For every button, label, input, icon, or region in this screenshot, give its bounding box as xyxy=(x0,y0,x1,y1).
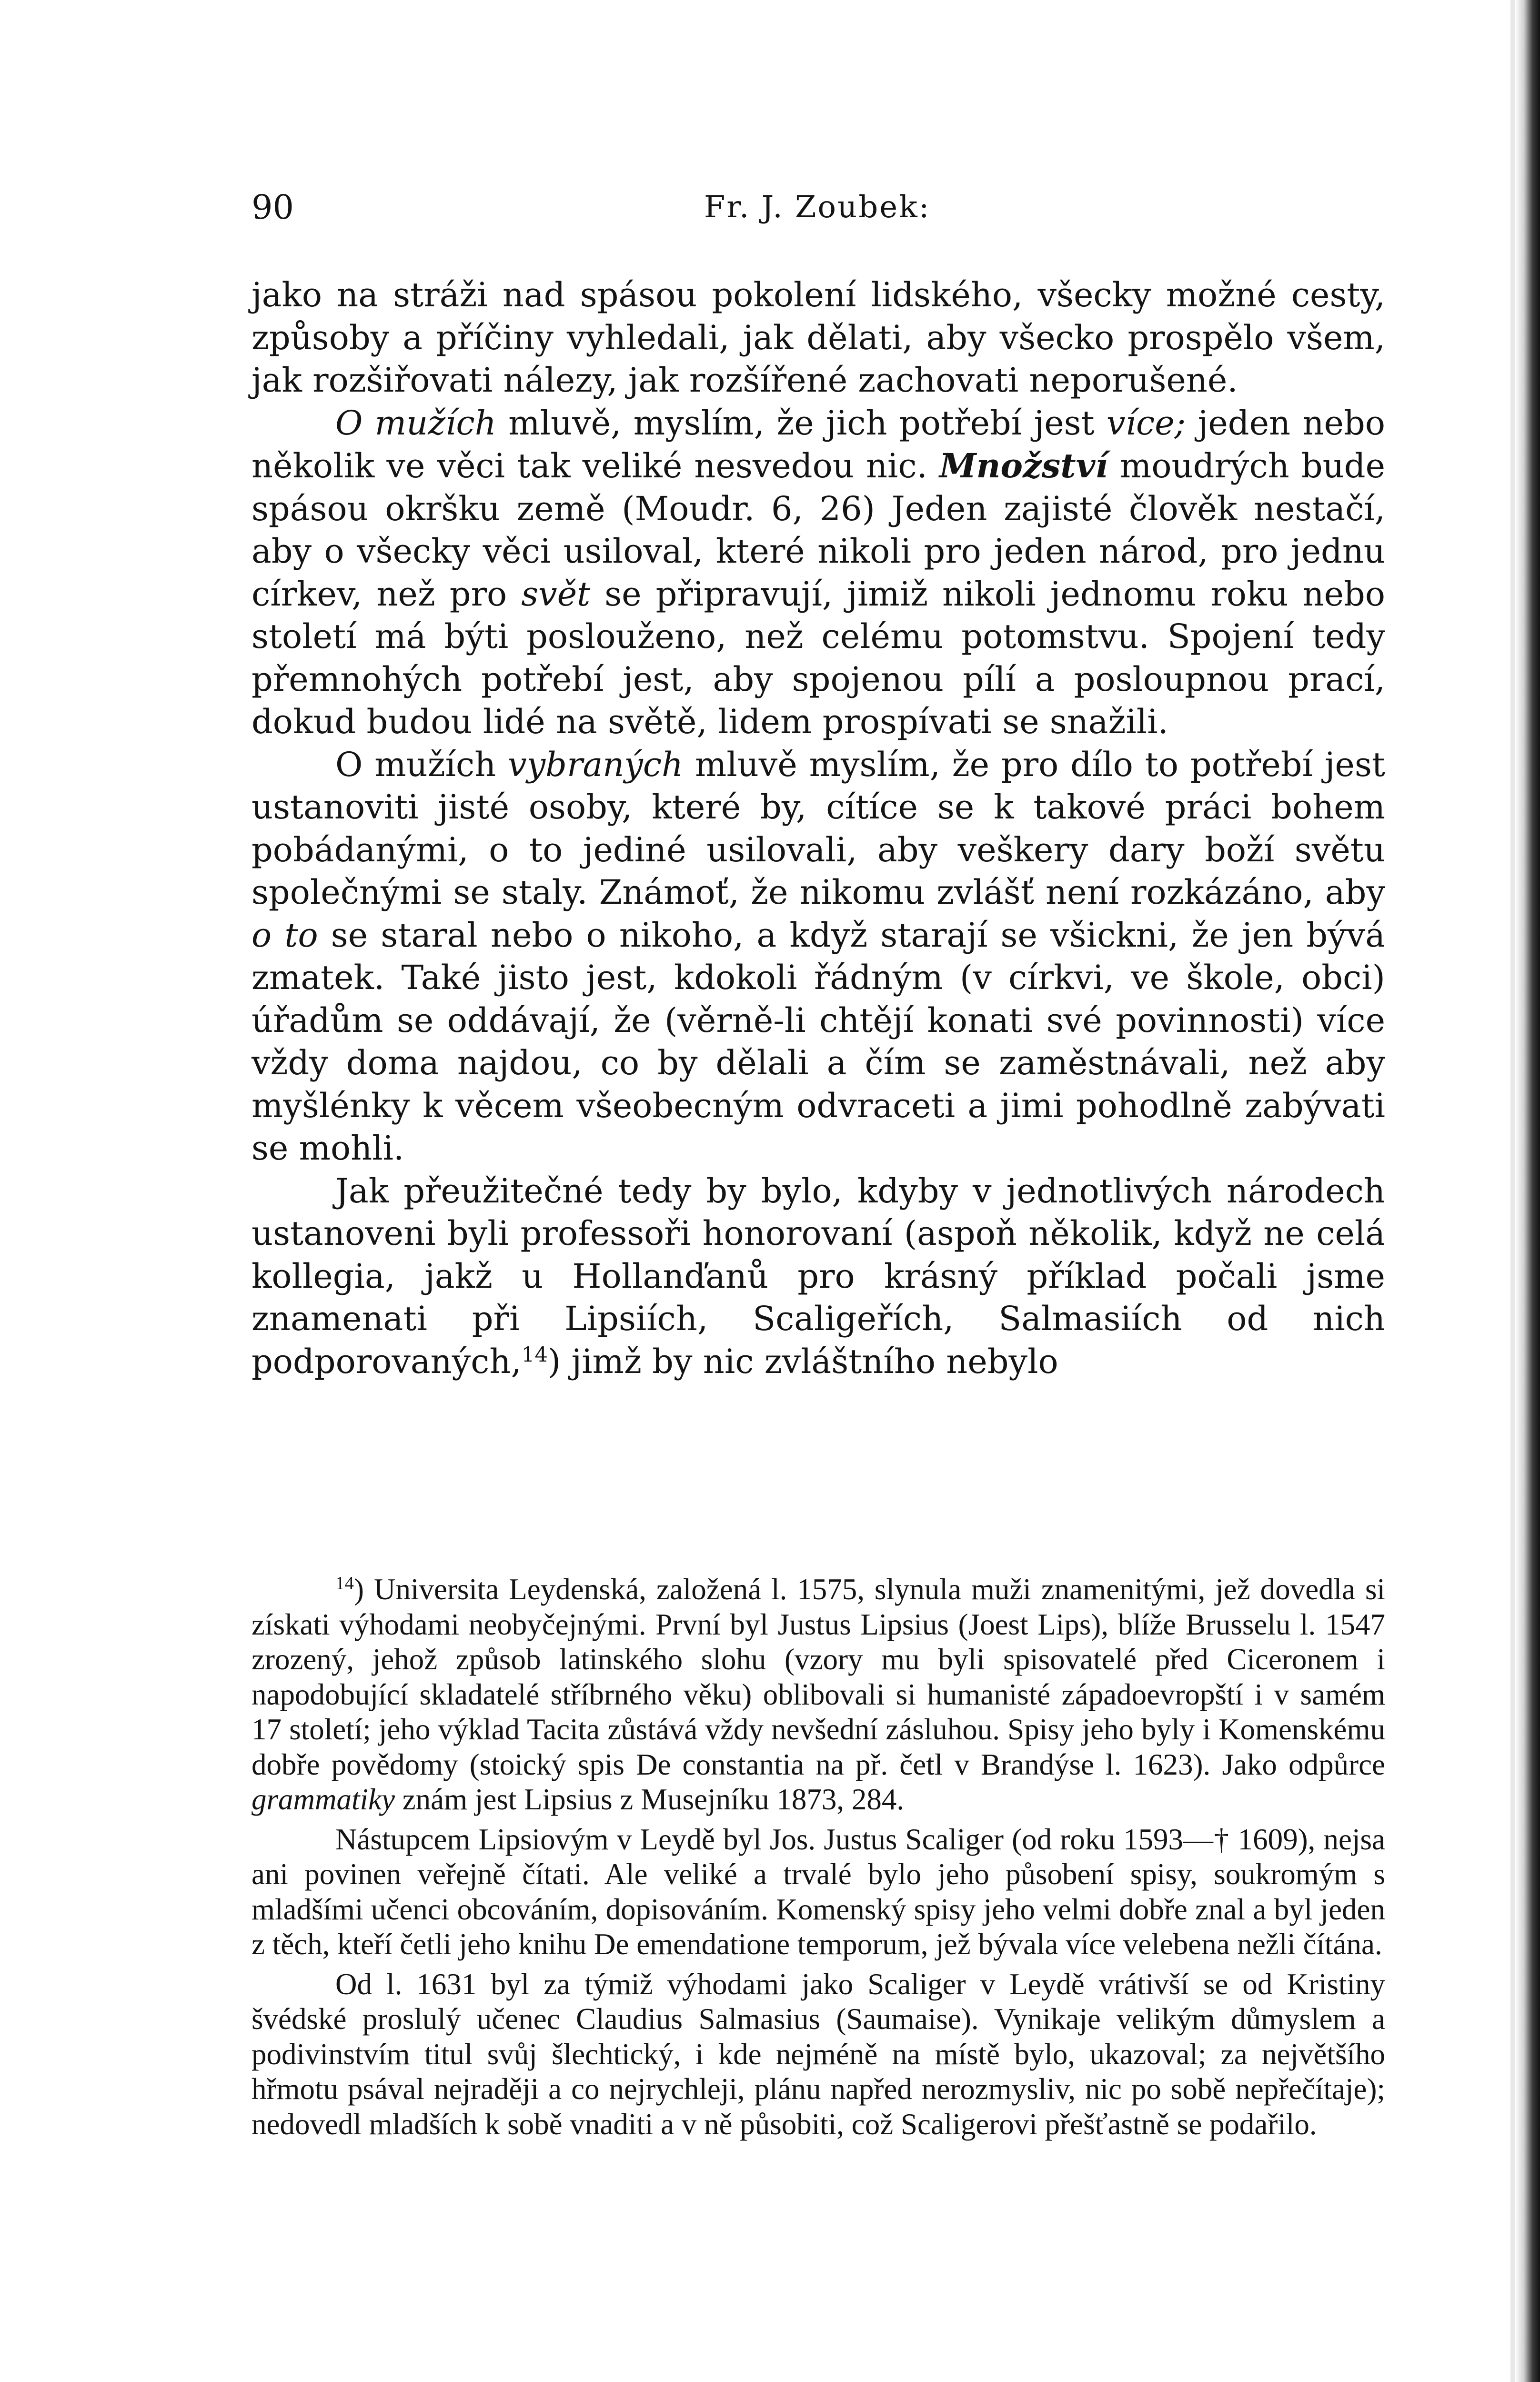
footnote-paragraph-scaliger: Nástupcem Lipsiovým v Leydě byl Jos. Justus Scaliger (od roku 1593—† 1609), nejsa ani povinen veřejně čítati. Ale veliké a trvalé bylo jeho působení spisy, soukromým s mladšími učenci obcováním, dopisováním. Komenský spisy jeho velmi dobře znal a byl jeden z těch, kteří četli jeho knihu De emendatione temporum, jež bývala více velebena nežli čítána. xyxy=(252,1822,1385,1961)
footnote-mark: 14 xyxy=(335,1573,354,1594)
emphasis: O mužích xyxy=(335,403,496,443)
emphasis: o to xyxy=(252,915,318,955)
paragraph-3: O mužích vybraných mluvě myslím, že pro dílo to potřebí jest ustanoviti jisté osoby, které by, cítíce se k takové práci bohem pobádanými, o to jediné usilovali, aby veškery dary boží světu společnými se staly. Známoť, že nikomu zvlášť není rozkázáno, aby o to se staral nebo o nikoho, a když starají se všickni, že jen bývá zmatek. Také jisto jest, kdokoli řádným (v církvi, ve škole, obci) úřadům se oddávají, že (věrně-li chtějí konati své povinnosti) více vždy doma najdou, co by dělali a čím se zaměstnávali, než aby myšlénky k věcem všeobecným odvraceti a jimi pohodlně zabývati se mohli. xyxy=(252,745,1385,1168)
emphasis: vybraných xyxy=(508,745,684,784)
paragraph-2: O mužích mluvě, myslím, že jich potřebí jest více; jeden nebo několik ve věci tak veliké nesvedou nic. Množství moudrých bude spásou okršku země (Moudr. 6, 26) Jeden zajisté člověk nestačí, aby o všecky věci usiloval, které nikoli pro jeden národ, pro jednu církev, než pro svět se připravují, jimiž nikoli jednomu roku nebo století má býti poslouženo, než celému potomstvu. Spojení tedy přemnohých potřebí jest, aby spojenou pílí a posloupnou prací, dokud budou lidé na světě, lidem prospívati se snažili. xyxy=(252,403,1385,741)
footnote-paragraph-salmasius: Od l. 1631 byl za týmiž výhodami jako Scaliger v Leydě vrátivší se od Kristiny švédské proslulý učenec Claudius Salmasius (Saumaise). Vynikaje velikým důmyslem a podivinstvím titul svůj šlechtický, i kde nejméně na místě bylo, ukazoval; za největšího hřmotu psával nejraději a co nejrychleji, plánu napřed nerozmysliv, nic po sobě nepřečítaje); nedovedl mladších k sobě vnaditi a v ně působiti, což Scaligerovi přešťastně se podařilo. xyxy=(252,1967,1385,2141)
page-number: 90 xyxy=(252,188,294,227)
page-header xyxy=(252,186,1385,229)
emphasis: svět xyxy=(521,574,591,614)
page-edge xyxy=(1515,0,1540,2382)
running-head: Fr. J. Zoubek: xyxy=(704,190,931,225)
paragraph-1: jako na stráži nad spásou pokolení lidského, všecky možné cesty, způsoby a příčiny vyhledali, jak dělati, aby všecko prospělo všem, jak rozšiřovati nálezy, jak rozšířené zachovati neporušené. xyxy=(252,275,1385,400)
page-binding-shadow xyxy=(1510,0,1515,2382)
emphasis-bold: Množství xyxy=(939,446,1108,485)
emphasis: grammatiky xyxy=(252,1783,395,1816)
paragraph-4: Jak přeužitečné tedy by bylo, kdyby v jednotlivých národech ustanoveni byli professoři honorovaní (aspoň několik, když ne celá kollegia, jakž u Hollanďanů pro krásný příklad počali jsme znamenati při Lipsiích, Scaligeřích, Salmasiích od nich podporovaných,$^{14}$) jimž by nic zvláštního nebylo xyxy=(252,1171,1385,1381)
footnote-14: $^{14}$) Universita Leydenská, založená l. 1575, slynula muži znamenitými, jež dovedla si získati výhodami neobyčejnými. První byl Justus Lipsius (Joest Lips), blíže Brusselu l. 1547 zrozený, jehož způsob latinského slohu (vzory mu byli spisovatelé před Ciceronem i napodobující skladatelé stříbrného věku) oblibovali si humanisté západoevropští i v samém 17 století; jeho výklad Tacita zůstává vždy nevšední zásluhou. Spisy jeho byly i Komenskému dobře povědomy (stoický spis De constantia na př. četl v Brandýse l. 1623). Jako odpůrce grammatiky znám jest Lipsius z Musejníku 1873, 284. xyxy=(252,1573,1385,1816)
footnotes xyxy=(252,1572,1385,2142)
emphasis: více; xyxy=(1107,403,1186,443)
footnote-reference: 14 xyxy=(521,1342,548,1367)
main-text xyxy=(252,274,1385,1383)
